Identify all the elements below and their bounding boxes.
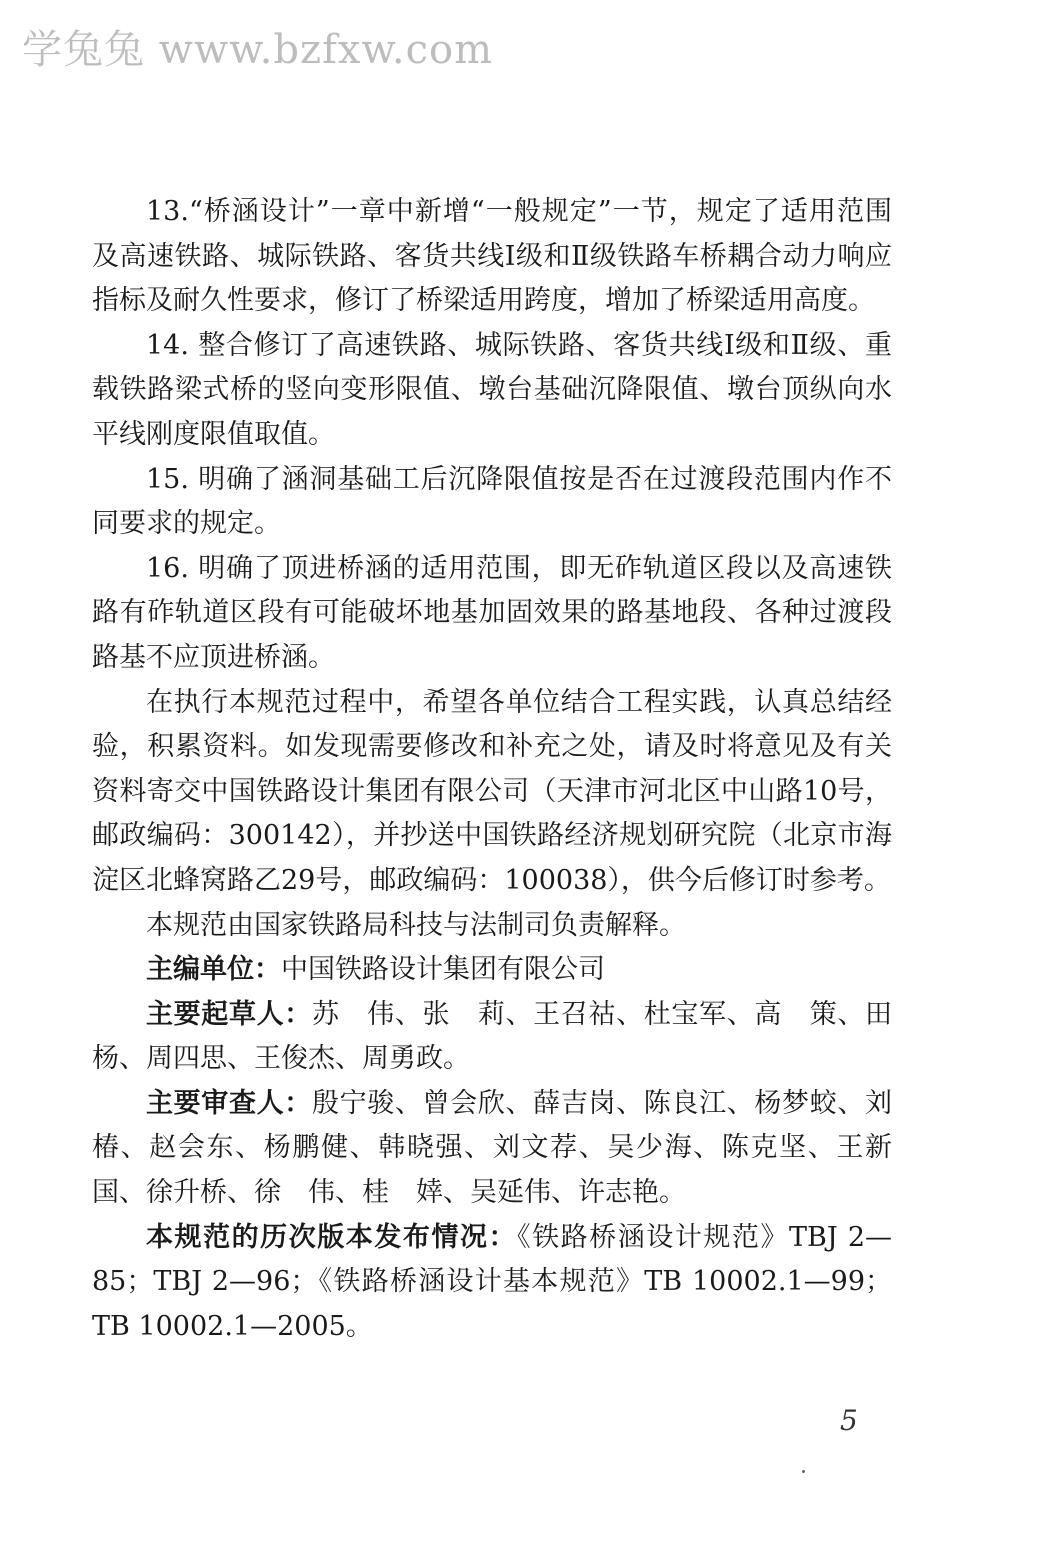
chief-unit-line <box>92 948 892 993</box>
paragraph-14: 14. 整合修订了高速铁路、城际铁路、客货共线Ⅰ级和Ⅱ级、重载铁路梁式桥的竖向变形限值、墩台基础沉降限值、墩台顶纵向水平线刚度限值取值。 <box>92 329 892 450</box>
drafters-line <box>92 993 920 1082</box>
reviewers-line <box>92 1082 920 1216</box>
paragraph-16: 16. 明确了顶进桥涵的适用范围，即无砟轨道区段以及高速铁路有砟轨道区段有可能破坏地基加固效果的路基地段、各种过渡段路基不应顶进桥涵。 <box>92 552 892 673</box>
history-label: 本规范的历次版本发布情况： <box>146 1221 518 1253</box>
document-body <box>92 190 920 1349</box>
scan-speck <box>802 1470 805 1473</box>
interpretation-paragraph: 本规范由国家铁路局科技与法制司负责解释。 <box>146 909 686 941</box>
watermark: 学兔兔 www.bzfxw.com <box>22 27 494 73</box>
reviewers-label: 主要审查人： <box>146 1087 312 1119</box>
history-line <box>92 1216 892 1350</box>
page-number: 5 <box>840 1404 858 1437</box>
chief-unit-label: 主编单位： <box>146 954 281 986</box>
drafters-label: 主要起草人： <box>146 998 312 1030</box>
paragraph-13: 13.“桥涵设计”一章中新增“一般规定”一节，规定了适用范围及高速铁路、城际铁路、客货共线Ⅰ级和Ⅱ级铁路车桥耦合动力响应指标及耐久性要求，修订了桥梁适用跨度，增加了桥梁适用高度。 <box>92 196 892 317</box>
drafters-value: 苏 伟、张 莉、王召祜、杜宝军、高 策、田 杨、周四思、王俊杰、周勇政。 <box>92 998 920 1075</box>
feedback-paragraph: 在执行本规范过程中，希望各单位结合工程实践，认真总结经验，积累资料。如发现需要修改和补充之处，请及时将意见及有关资料寄交中国铁路设计集团有限公司（天津市河北区中山路10号，邮政编码：300142），并抄送中国铁路经济规划研究院（北京市海淀区北蜂窝路乙29号，邮政编码：100038），供今后修订时参考。 <box>92 686 892 896</box>
reviewers-value: 殷宁骏、曾会欣、薛吉岗、陈良江、杨梦蛟、刘 椿、赵会东、杨鹏健、韩晓强、刘文荐、吴少海、陈克坚、王新国、徐升桥、徐 伟、桂 婞、吴延伟、许志艳。 <box>92 1087 920 1209</box>
paragraph-15: 15. 明确了涵洞基础工后沉降限值按是否在过渡段范围内作不同要求的规定。 <box>92 463 892 540</box>
chief-unit-value: 中国铁路设计集团有限公司 <box>281 954 605 986</box>
history-value: 《铁路桥涵设计规范》TBJ 2—85；TBJ 2—96；《铁路桥涵设计基本规范》TB 10002.1—99；TB 10002.1—2005。 <box>92 1221 892 1342</box>
